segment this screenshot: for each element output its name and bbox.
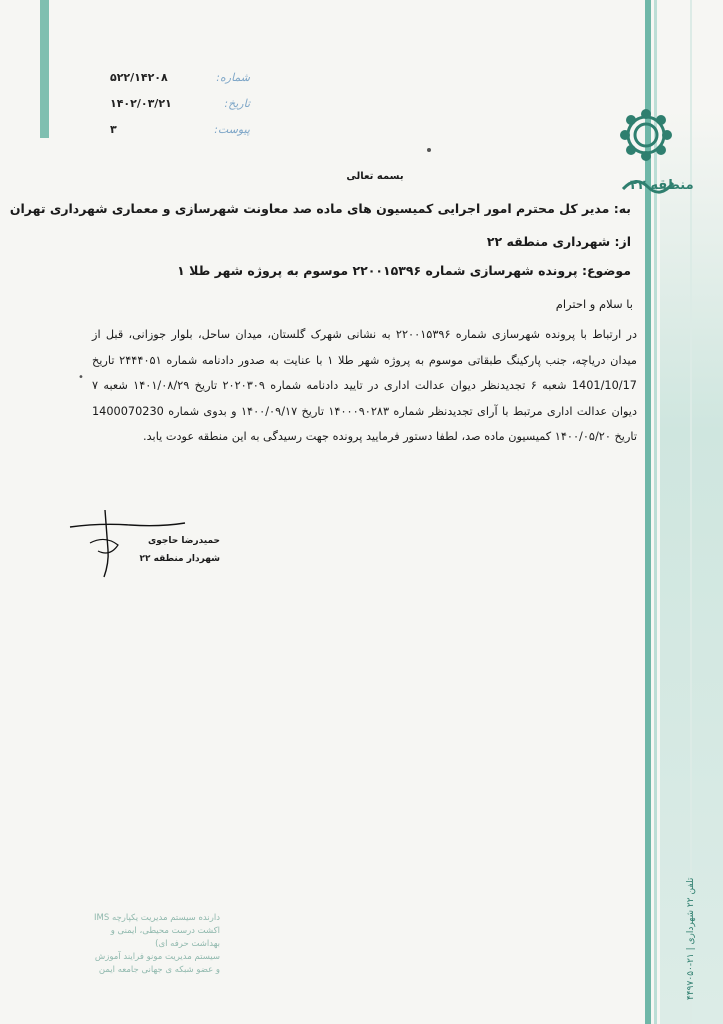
attach-label: پیوست: <box>214 122 250 136</box>
footer-certifications <box>40 912 220 977</box>
footer-line-5: و عضو شبکه ی جهانی جامعه ایمن <box>98 965 220 975</box>
recipient-line: به: مدیر کل محترم امور اجرایی کمیسیون های ماده صد معاونت شهرسازی و معماری شهرداری تهران <box>9 201 631 216</box>
letter-meta <box>110 64 250 142</box>
meta-date-row <box>110 90 250 116</box>
meta-attach-row <box>110 116 250 142</box>
number-value: ۵۲۲/۱۴۲۰۸ <box>110 70 168 84</box>
footer-line-2: اکشت درست محیطی، ایمنی و <box>110 926 220 936</box>
sender-line: از: شهرداری منطقه ۲۲ <box>486 234 631 249</box>
greeting-line: با سلام و احترام <box>555 297 633 311</box>
left-accent-bar <box>40 0 49 138</box>
number-label: شماره: <box>216 70 250 84</box>
footer-line-4: سیستم مدیریت مونو فرایند آموزش <box>94 952 220 962</box>
signer-title: شهردار منطقه ۲۲ <box>139 554 220 564</box>
signer-name: حمیدرضا حاجوی <box>147 536 220 546</box>
subject-line: موضوع: پرونده شهرسازی شماره ۲۲۰۰۱۵۳۹۶ موسوم به پروژه شهر طلا ۱ <box>177 263 631 278</box>
stray-dot <box>427 148 431 152</box>
margin-mark: • <box>78 372 84 383</box>
side-contact-text: ۴۴۹۷۰۵۰-۲۱ | تلفن ۲۲ شهرداری <box>686 877 696 1000</box>
date-label: تاریخ: <box>224 96 250 110</box>
attach-value: ۳ <box>110 122 117 136</box>
signer-block <box>110 532 220 568</box>
letter-body: در ارتباط با پرونده شهرسازی شماره ۲۲۰۰۱۵۳۹۶ به نشانی شهرک گلستان، میدان ساحل، بلوار جوزانی، قبل از میدان دریاچه، جنب پارکینگ طبقاتی موسوم به پروژه شهر طلا ۱ با عنایت به صدور دادنامه شماره ۲۴۴۴۰۵۱ تاریخ 1401/10/17 شعبه ۶ تجدیدنظر دیوان عدالت اداری در تایید دادنامه شماره ۲۰۲۰۳۰۹ تاریخ ۱۴۰۱/۰۸/۲۹ شعبه ۷ دیوان عدالت اداری مرتبط با آرای تجدیدنظر شماره ۱۴۰۰۰۹۰۲۸۳ تاریخ ۱۴۰۰/۰۹/۱۷ و بدوی شماره 1400070230 تاریخ ۱۴۰۰/۰۵/۲۰ کمیسیون ماده صد، لطفا دستور فرمایید پرونده جهت رسیدگی به این منطقه عودت یابد. <box>92 328 637 443</box>
letter-heading: بسمه تعالی <box>346 171 404 182</box>
date-value: ۱۴۰۲/۰۳/۲۱ <box>110 96 172 110</box>
logo-district-text: منطقه ۲۲ <box>630 178 694 193</box>
footer-line-1: دارنده سیستم مدیریت یکپارچه IMS <box>94 913 220 923</box>
footer-line-3: بهداشت حرفه ای) <box>155 939 220 949</box>
meta-number-row <box>110 64 250 90</box>
